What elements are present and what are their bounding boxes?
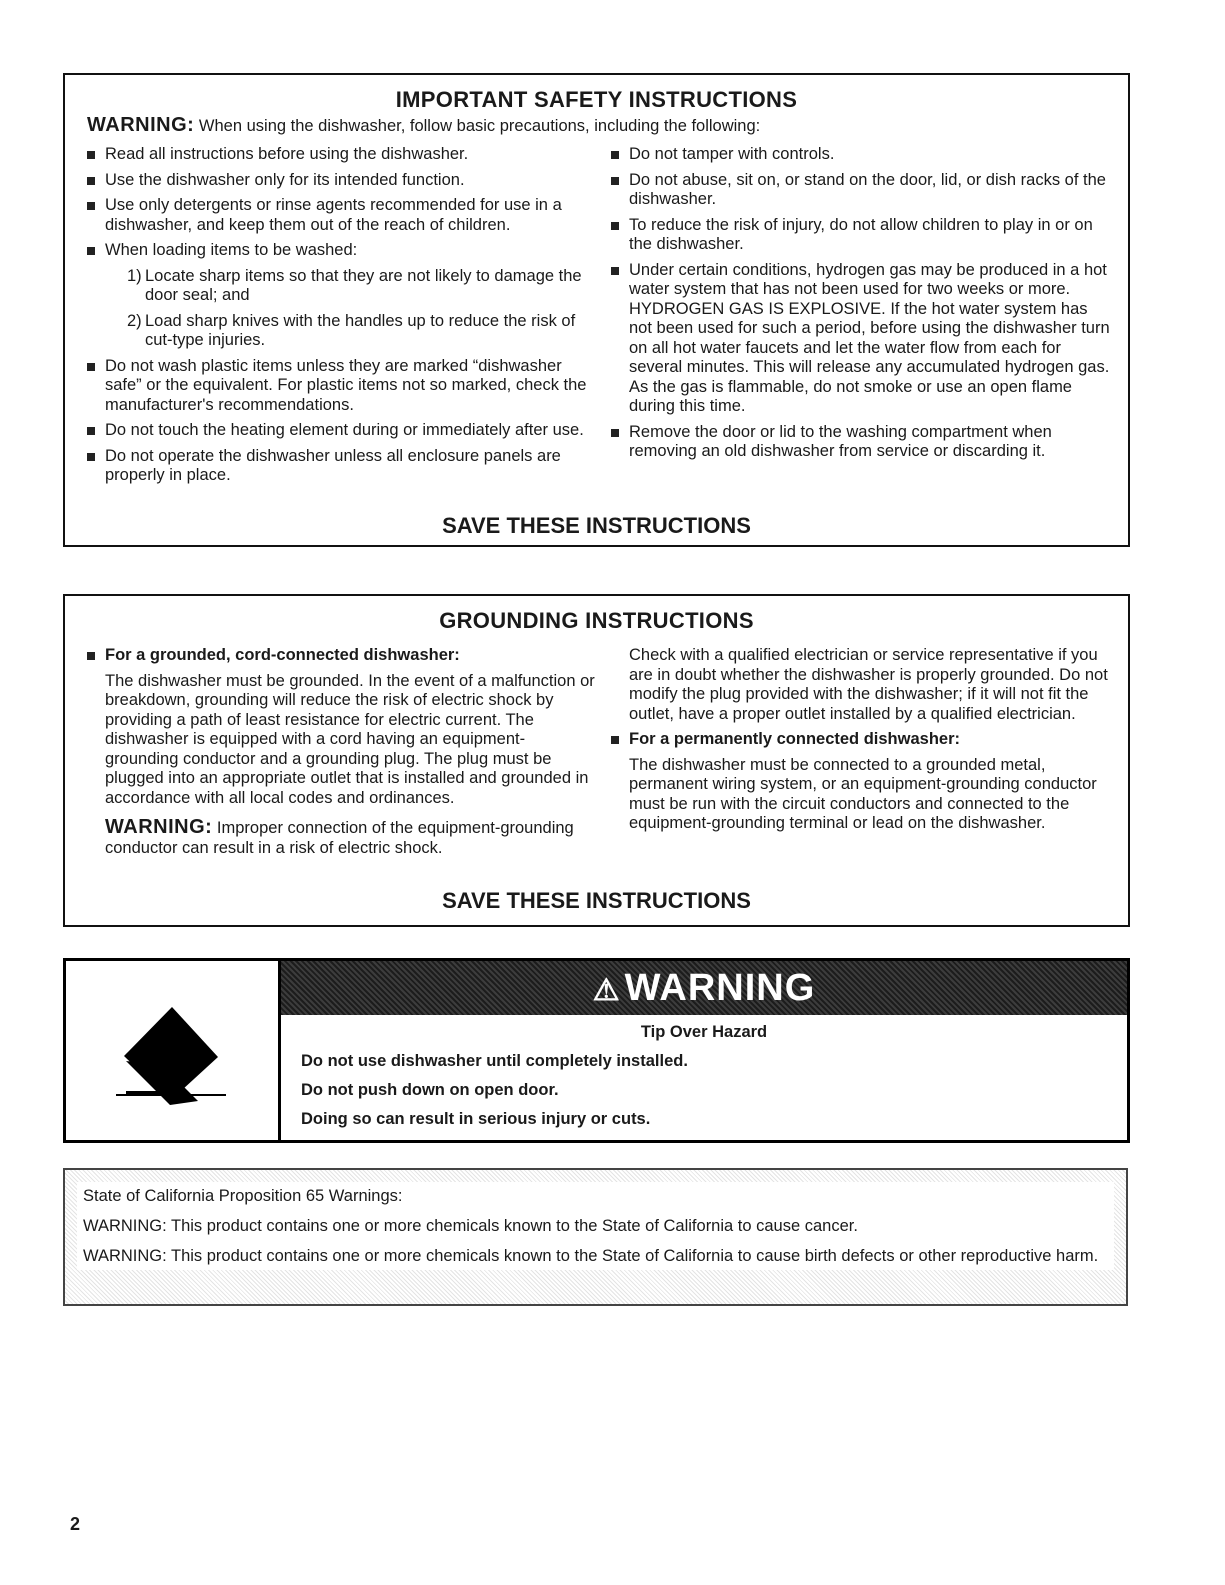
tip-over-warning-box [63, 958, 1130, 1143]
prop65-warning: WARNING: This product contains one or more chemicals known to the State of California to cause cancer. [83, 1217, 858, 1235]
grounding-warning [87, 818, 597, 858]
list-item: Do not wash plastic items unless they are marked “dishwasher safe” or the equivalent. For plastic items not so marked, check the manufacturer's recommendations. [87, 357, 593, 416]
list-item: When loading items to be washed: [87, 241, 593, 261]
list-item: Use the dishwasher only for its intended function. [87, 171, 593, 191]
cord-paragraph: The dishwasher must be grounded. In the event of a malfunction or breakdown, grounding will reduce the risk of electric shock by providing a path of least resistance for electric current. The dishwasher is equipped with a cord having an equipment-grounding conductor and a grounding plug. The plug must be plugged into an appropriate outlet that is installed and grounded in accordance with all local codes and ordinances. [105, 671, 595, 807]
bullet-icon [87, 247, 95, 255]
bullet-icon [87, 202, 95, 210]
safety-intro [87, 115, 1128, 136]
bullet-icon [87, 427, 95, 435]
sub-list-item: 1) Locate sharp items so that they are not likely to damage the door seal; and [127, 266, 582, 304]
bullet-icon [611, 151, 619, 159]
list-item: To reduce the risk of injury, do not allow children to play in or on the dishwasher. [611, 216, 1111, 255]
warning-line: Do not use dishwasher until completely installed. [301, 1052, 688, 1070]
safety-instructions-box [63, 73, 1130, 547]
list-item: Do not tamper with controls. [611, 145, 1111, 165]
warning-label: WARNING: [87, 114, 195, 136]
grounding-right-column [611, 646, 1111, 840]
grounding-title: GROUNDING INSTRUCTIONS [439, 608, 754, 633]
list-item: Do not touch the heating element during or immediately after use. [87, 421, 593, 441]
safety-right-column [611, 145, 1111, 468]
warning-banner [281, 961, 1127, 1015]
list-item: Under certain conditions, hydrogen gas may be produced in a hot water system that has not been used for two weeks or more. HYDROGEN GAS IS EXPLOSIVE. If the hot water system has not been used for such a period, before using the dishwasher turn on all hot water faucets and let the water flow from each for several minutes. This will release any accumulated hydrogen gas. As the gas is flammable, do not smoke or use an open flame during this time. [611, 261, 1111, 417]
tip-over-dishwasher-icon [66, 961, 278, 1140]
bullet-icon [611, 429, 619, 437]
grounding-instructions-box [63, 594, 1130, 927]
safety-left-column [87, 145, 593, 492]
check-paragraph: Check with a qualified electrician or service representative if you are in doubt whether the dishwasher is properly grounded. Do not modify the plug provided with the dishwasher; if it will not fit the outlet, have a proper outlet installed by a qualified electrician. [629, 646, 1108, 723]
bullet-icon [87, 177, 95, 185]
sub-list-item: 2) Load sharp knives with the handles up to reduce the risk of cut-type injuries. [127, 311, 576, 349]
warning-text: When using the dishwasher, follow basic precautions, including the following: [198, 117, 761, 135]
alert-triangle-icon: ⚠ [592, 974, 621, 1007]
list-item: For a grounded, cord-connected dishwasher: [87, 646, 597, 666]
perm-paragraph: The dishwasher must be connected to a grounded metal, permanent wiring system, or an equipment-grounding conductor must be run with the circuit conductors and connected to the equipment-grounding terminal or lead on the dishwasher. [629, 755, 1097, 832]
warning-text: Improper connection of the equipment-grounding conductor can result in a risk of electric shock. [105, 819, 574, 857]
list-item: For a permanently connected dishwasher: [611, 730, 1111, 750]
list-item: Read all instructions before using the dishwasher. [87, 145, 593, 165]
warning-label: WARNING: [105, 816, 213, 838]
page-number: 2 [70, 1514, 81, 1534]
warning-line: Do not push down on open door. [301, 1081, 559, 1099]
bullet-icon [87, 363, 95, 371]
list-item: Do not operate the dishwasher unless all enclosure panels are properly in place. [87, 447, 593, 486]
hazard-title: Tip Over Hazard [640, 1023, 768, 1041]
warning-icon-cell [66, 961, 281, 1140]
save-instructions-label: SAVE THESE INSTRUCTIONS [442, 513, 751, 538]
bullet-icon [611, 177, 619, 185]
warning-line: Doing so can result in serious injury or cuts. [301, 1110, 651, 1128]
list-item: Remove the door or lid to the washing compartment when removing an old dishwasher from service or discarding it. [611, 423, 1111, 462]
list-item: Do not abuse, sit on, or stand on the door, lid, or dish racks of the dishwasher. [611, 171, 1111, 210]
bullet-icon [87, 151, 95, 159]
bullet-icon [611, 267, 619, 275]
prop65-warning: WARNING: This product contains one or more chemicals known to the State of California to cause birth defects or other reproductive harm. [83, 1247, 1099, 1265]
save-instructions-label: SAVE THESE INSTRUCTIONS [442, 888, 751, 913]
warning-banner-text: WARNING [624, 967, 816, 1009]
bullet-icon [87, 453, 95, 461]
prop65-box [63, 1168, 1128, 1306]
prop65-content [77, 1182, 1114, 1270]
bullet-icon [611, 736, 619, 744]
bullet-icon [87, 652, 95, 660]
safety-title: IMPORTANT SAFETY INSTRUCTIONS [395, 87, 798, 112]
bullet-icon [611, 222, 619, 230]
prop65-heading: State of California Proposition 65 Warnings: [83, 1187, 403, 1205]
grounding-left-column [87, 646, 597, 864]
list-item: Use only detergents or rinse agents recommended for use in a dishwasher, and keep them out of the reach of children. [87, 196, 593, 235]
